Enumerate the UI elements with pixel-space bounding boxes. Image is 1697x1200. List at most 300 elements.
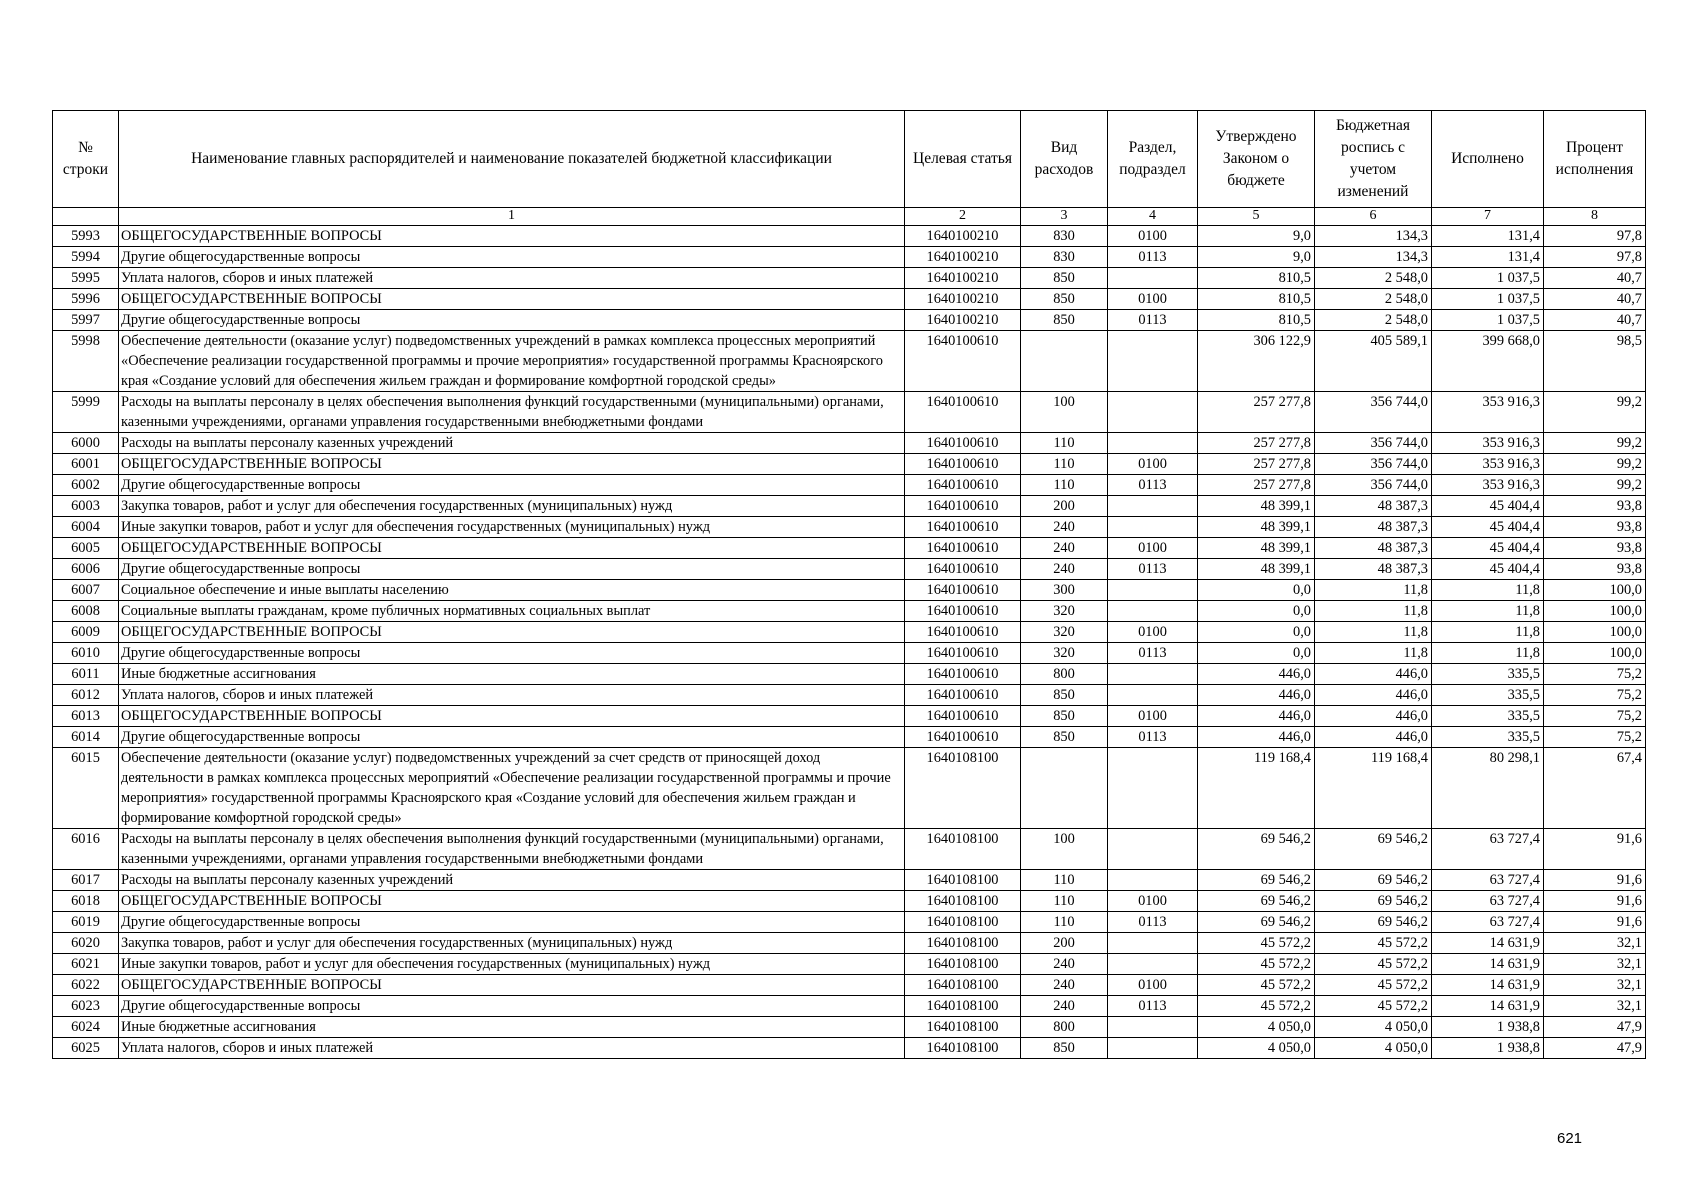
- row-percent: 100,0: [1544, 601, 1646, 622]
- row-section: 0113: [1108, 996, 1198, 1017]
- row-budget: 2 548,0: [1315, 310, 1432, 331]
- row-expense-type: 850: [1021, 1038, 1108, 1059]
- row-budget: 134,3: [1315, 226, 1432, 247]
- row-name: ОБЩЕГОСУДАРСТВЕННЫЕ ВОПРОСЫ: [119, 289, 905, 310]
- row-name: ОБЩЕГОСУДАРСТВЕННЫЕ ВОПРОСЫ: [119, 891, 905, 912]
- row-name: Иные закупки товаров, работ и услуг для обеспечения государственных (муниципальных) нужд: [119, 954, 905, 975]
- row-name: Расходы на выплаты персоналу в целях обеспечения выполнения функций государственными (муниципальными) органами, казенными учреждениями, органами управления государственными внебюджетными фондами: [119, 392, 905, 433]
- header-executed: Исполнено: [1432, 111, 1544, 208]
- row-percent: 93,8: [1544, 496, 1646, 517]
- row-budget: 69 546,2: [1315, 870, 1432, 891]
- row-target-article: 1640100610: [905, 496, 1021, 517]
- table-row: [53, 331, 1646, 392]
- row-number: 6000: [53, 433, 119, 454]
- row-budget: 356 744,0: [1315, 392, 1432, 433]
- column-number: 6: [1315, 208, 1432, 226]
- row-section: [1108, 331, 1198, 392]
- row-percent: 75,2: [1544, 664, 1646, 685]
- row-percent: 93,8: [1544, 538, 1646, 559]
- column-number: 3: [1021, 208, 1108, 226]
- row-approved: 45 572,2: [1198, 996, 1315, 1017]
- row-name: Обеспечение деятельности (оказание услуг) подведомственных учреждений за счет средств от приносящей доход деятельности в рамках комплекса процессных мероприятий «Обеспечение реализации государственной программы и прочие мероприятия» государственной программы Красноярского края «Создание условий для обеспечения жильем граждан и формирование комфортной городской среды»: [119, 748, 905, 829]
- row-approved: 48 399,1: [1198, 517, 1315, 538]
- row-name: Обеспечение деятельности (оказание услуг) подведомственных учреждений в рамках комплекса процессных мероприятий «Обеспечение реализации государственной программы и прочие мероприятия» государственной программы Красноярского края «Создание условий для обеспечения жильем граждан и формирование комфортной городской среды»: [119, 331, 905, 392]
- table-row: [53, 870, 1646, 891]
- row-section: 0113: [1108, 310, 1198, 331]
- row-target-article: 1640100210: [905, 310, 1021, 331]
- row-target-article: 1640100610: [905, 622, 1021, 643]
- row-approved: 48 399,1: [1198, 496, 1315, 517]
- column-number: 7: [1432, 208, 1544, 226]
- row-expense-type: 850: [1021, 706, 1108, 727]
- row-target-article: 1640100610: [905, 664, 1021, 685]
- row-number: 6002: [53, 475, 119, 496]
- table-row: [53, 891, 1646, 912]
- row-executed: 399 668,0: [1432, 331, 1544, 392]
- row-approved: 48 399,1: [1198, 538, 1315, 559]
- row-name: Иные бюджетные ассигнования: [119, 1017, 905, 1038]
- row-section: [1108, 748, 1198, 829]
- row-target-article: 1640108100: [905, 996, 1021, 1017]
- row-percent: 93,8: [1544, 517, 1646, 538]
- row-number: 6006: [53, 559, 119, 580]
- row-name: Другие общегосударственные вопросы: [119, 727, 905, 748]
- row-section: 0113: [1108, 643, 1198, 664]
- row-name: Иные бюджетные ассигнования: [119, 664, 905, 685]
- row-approved: 69 546,2: [1198, 912, 1315, 933]
- row-name: Другие общегосударственные вопросы: [119, 247, 905, 268]
- row-number: 6022: [53, 975, 119, 996]
- budget-table: [52, 110, 1646, 1059]
- row-number: 6016: [53, 829, 119, 870]
- row-target-article: 1640100210: [905, 289, 1021, 310]
- row-target-article: 1640100610: [905, 392, 1021, 433]
- row-section: [1108, 601, 1198, 622]
- row-number: 6019: [53, 912, 119, 933]
- row-expense-type: 830: [1021, 247, 1108, 268]
- row-section: [1108, 664, 1198, 685]
- row-approved: 810,5: [1198, 289, 1315, 310]
- row-name: Уплата налогов, сборов и иных платежей: [119, 1038, 905, 1059]
- row-number: 5998: [53, 331, 119, 392]
- row-expense-type: 850: [1021, 685, 1108, 706]
- row-budget: 405 589,1: [1315, 331, 1432, 392]
- row-percent: 91,6: [1544, 912, 1646, 933]
- row-number: 6020: [53, 933, 119, 954]
- column-number: [53, 208, 119, 226]
- row-target-article: 1640108100: [905, 891, 1021, 912]
- row-approved: 810,5: [1198, 268, 1315, 289]
- row-target-article: 1640100610: [905, 580, 1021, 601]
- table-row: [53, 310, 1646, 331]
- row-number: 6023: [53, 996, 119, 1017]
- table-row: [53, 454, 1646, 475]
- row-expense-type: 110: [1021, 870, 1108, 891]
- row-expense-type: 110: [1021, 433, 1108, 454]
- row-executed: 1 037,5: [1432, 310, 1544, 331]
- row-executed: 1 037,5: [1432, 289, 1544, 310]
- row-expense-type: 240: [1021, 517, 1108, 538]
- table-row: [53, 268, 1646, 289]
- row-target-article: 1640108100: [905, 870, 1021, 891]
- row-section: [1108, 268, 1198, 289]
- row-target-article: 1640108100: [905, 912, 1021, 933]
- row-executed: 11,8: [1432, 622, 1544, 643]
- row-target-article: 1640100610: [905, 559, 1021, 580]
- table-row: [53, 975, 1646, 996]
- row-section: 0113: [1108, 559, 1198, 580]
- row-expense-type: [1021, 748, 1108, 829]
- table-row: [53, 727, 1646, 748]
- row-approved: 446,0: [1198, 685, 1315, 706]
- row-percent: 99,2: [1544, 392, 1646, 433]
- table-row: [53, 538, 1646, 559]
- row-executed: 335,5: [1432, 685, 1544, 706]
- row-number: 6007: [53, 580, 119, 601]
- row-number: 6013: [53, 706, 119, 727]
- row-number: 6010: [53, 643, 119, 664]
- row-executed: 11,8: [1432, 580, 1544, 601]
- row-percent: 99,2: [1544, 433, 1646, 454]
- row-executed: 353 916,3: [1432, 433, 1544, 454]
- row-section: 0100: [1108, 226, 1198, 247]
- row-executed: 45 404,4: [1432, 496, 1544, 517]
- row-name: ОБЩЕГОСУДАРСТВЕННЫЕ ВОПРОСЫ: [119, 454, 905, 475]
- row-name: ОБЩЕГОСУДАРСТВЕННЫЕ ВОПРОСЫ: [119, 538, 905, 559]
- row-percent: 99,2: [1544, 475, 1646, 496]
- row-budget: 446,0: [1315, 685, 1432, 706]
- row-section: [1108, 829, 1198, 870]
- row-budget: 48 387,3: [1315, 496, 1432, 517]
- row-number: 6015: [53, 748, 119, 829]
- row-executed: 14 631,9: [1432, 996, 1544, 1017]
- row-number: 5999: [53, 392, 119, 433]
- row-approved: 446,0: [1198, 727, 1315, 748]
- row-name: Расходы на выплаты персоналу в целях обеспечения выполнения функций государственными (муниципальными) органами, казенными учреждениями, органами управления государственными внебюджетными фондами: [119, 829, 905, 870]
- row-executed: 63 727,4: [1432, 870, 1544, 891]
- row-number: 6001: [53, 454, 119, 475]
- row-expense-type: 800: [1021, 664, 1108, 685]
- row-percent: 91,6: [1544, 891, 1646, 912]
- row-approved: 257 277,8: [1198, 433, 1315, 454]
- row-number: 6005: [53, 538, 119, 559]
- row-executed: 14 631,9: [1432, 933, 1544, 954]
- row-target-article: 1640108100: [905, 954, 1021, 975]
- row-budget: 45 572,2: [1315, 996, 1432, 1017]
- row-percent: 100,0: [1544, 580, 1646, 601]
- row-expense-type: 240: [1021, 996, 1108, 1017]
- row-approved: 9,0: [1198, 247, 1315, 268]
- row-executed: 14 631,9: [1432, 975, 1544, 996]
- row-name: Другие общегосударственные вопросы: [119, 912, 905, 933]
- table-row: [53, 996, 1646, 1017]
- table-row: [53, 226, 1646, 247]
- row-approved: 0,0: [1198, 580, 1315, 601]
- row-budget: 2 548,0: [1315, 268, 1432, 289]
- row-budget: 2 548,0: [1315, 289, 1432, 310]
- row-percent: 32,1: [1544, 996, 1646, 1017]
- row-name: Другие общегосударственные вопросы: [119, 996, 905, 1017]
- row-number: 6008: [53, 601, 119, 622]
- row-expense-type: 800: [1021, 1017, 1108, 1038]
- table-row: [53, 517, 1646, 538]
- row-budget: 45 572,2: [1315, 975, 1432, 996]
- table-row: [53, 392, 1646, 433]
- row-number: 6012: [53, 685, 119, 706]
- row-section: 0113: [1108, 727, 1198, 748]
- row-approved: 446,0: [1198, 664, 1315, 685]
- row-section: [1108, 433, 1198, 454]
- row-executed: 63 727,4: [1432, 891, 1544, 912]
- row-budget: 69 546,2: [1315, 891, 1432, 912]
- row-expense-type: 110: [1021, 454, 1108, 475]
- row-budget: 11,8: [1315, 622, 1432, 643]
- row-percent: 75,2: [1544, 727, 1646, 748]
- row-approved: 45 572,2: [1198, 975, 1315, 996]
- row-target-article: 1640100610: [905, 331, 1021, 392]
- row-percent: 100,0: [1544, 622, 1646, 643]
- row-name: Расходы на выплаты персоналу казенных учреждений: [119, 433, 905, 454]
- row-executed: 353 916,3: [1432, 454, 1544, 475]
- row-expense-type: 100: [1021, 829, 1108, 870]
- row-percent: 32,1: [1544, 933, 1646, 954]
- row-percent: 100,0: [1544, 643, 1646, 664]
- table-body: [53, 226, 1646, 1059]
- row-budget: 69 546,2: [1315, 829, 1432, 870]
- row-number: 6009: [53, 622, 119, 643]
- row-target-article: 1640100210: [905, 226, 1021, 247]
- row-number: 5997: [53, 310, 119, 331]
- column-number: 1: [119, 208, 905, 226]
- row-approved: 0,0: [1198, 601, 1315, 622]
- header-row: [53, 111, 1646, 208]
- page-number: 621: [1557, 1130, 1583, 1147]
- table-row: [53, 580, 1646, 601]
- row-expense-type: 200: [1021, 496, 1108, 517]
- row-name: Другие общегосударственные вопросы: [119, 475, 905, 496]
- row-expense-type: 850: [1021, 268, 1108, 289]
- row-executed: 63 727,4: [1432, 829, 1544, 870]
- row-section: 0113: [1108, 475, 1198, 496]
- row-target-article: 1640100610: [905, 643, 1021, 664]
- row-budget: 446,0: [1315, 664, 1432, 685]
- row-target-article: 1640100610: [905, 727, 1021, 748]
- row-number: 6011: [53, 664, 119, 685]
- row-name: Социальные выплаты гражданам, кроме публичных нормативных социальных выплат: [119, 601, 905, 622]
- header-name: Наименование главных распорядителей и наименование показателей бюджетной классификации: [119, 111, 905, 208]
- row-percent: 40,7: [1544, 289, 1646, 310]
- row-budget: 356 744,0: [1315, 454, 1432, 475]
- column-number: 5: [1198, 208, 1315, 226]
- row-percent: 32,1: [1544, 975, 1646, 996]
- row-executed: 131,4: [1432, 247, 1544, 268]
- header-vid: Вид расходов: [1021, 111, 1108, 208]
- row-approved: 69 546,2: [1198, 870, 1315, 891]
- row-number: 5996: [53, 289, 119, 310]
- row-budget: 48 387,3: [1315, 538, 1432, 559]
- header-budget: Бюджетная роспись с учетом изменений: [1315, 111, 1432, 208]
- row-approved: 48 399,1: [1198, 559, 1315, 580]
- row-number: 6014: [53, 727, 119, 748]
- row-approved: 0,0: [1198, 643, 1315, 664]
- row-percent: 93,8: [1544, 559, 1646, 580]
- row-percent: 32,1: [1544, 954, 1646, 975]
- row-section: 0113: [1108, 247, 1198, 268]
- row-target-article: 1640100610: [905, 475, 1021, 496]
- row-expense-type: 850: [1021, 289, 1108, 310]
- row-name: Закупка товаров, работ и услуг для обеспечения государственных (муниципальных) нужд: [119, 496, 905, 517]
- row-section: [1108, 580, 1198, 601]
- row-name: ОБЩЕГОСУДАРСТВЕННЫЕ ВОПРОСЫ: [119, 226, 905, 247]
- column-numbers-row: [53, 208, 1646, 226]
- row-executed: 1 938,8: [1432, 1017, 1544, 1038]
- table-row: [53, 685, 1646, 706]
- row-executed: 131,4: [1432, 226, 1544, 247]
- row-approved: 810,5: [1198, 310, 1315, 331]
- table-row: [53, 247, 1646, 268]
- column-number: 2: [905, 208, 1021, 226]
- row-approved: 9,0: [1198, 226, 1315, 247]
- row-expense-type: 110: [1021, 912, 1108, 933]
- row-number: 6025: [53, 1038, 119, 1059]
- row-percent: 99,2: [1544, 454, 1646, 475]
- row-target-article: 1640108100: [905, 1038, 1021, 1059]
- row-expense-type: 320: [1021, 643, 1108, 664]
- row-expense-type: 830: [1021, 226, 1108, 247]
- row-approved: 0,0: [1198, 622, 1315, 643]
- row-executed: 45 404,4: [1432, 538, 1544, 559]
- row-approved: 69 546,2: [1198, 829, 1315, 870]
- row-target-article: 1640108100: [905, 829, 1021, 870]
- row-name: Социальное обеспечение и иные выплаты населению: [119, 580, 905, 601]
- row-name: Иные закупки товаров, работ и услуг для обеспечения государственных (муниципальных) нужд: [119, 517, 905, 538]
- row-section: [1108, 954, 1198, 975]
- row-section: [1108, 1017, 1198, 1038]
- row-budget: 356 744,0: [1315, 433, 1432, 454]
- row-name: Уплата налогов, сборов и иных платежей: [119, 685, 905, 706]
- row-number: 6021: [53, 954, 119, 975]
- row-number: 6018: [53, 891, 119, 912]
- row-budget: 45 572,2: [1315, 933, 1432, 954]
- row-approved: 257 277,8: [1198, 454, 1315, 475]
- row-name: ОБЩЕГОСУДАРСТВЕННЫЕ ВОПРОСЫ: [119, 622, 905, 643]
- row-target-article: 1640100610: [905, 706, 1021, 727]
- row-expense-type: [1021, 331, 1108, 392]
- table-row: [53, 496, 1646, 517]
- row-expense-type: 240: [1021, 975, 1108, 996]
- row-budget: 69 546,2: [1315, 912, 1432, 933]
- header-code: Целевая статья: [905, 111, 1021, 208]
- row-name: ОБЩЕГОСУДАРСТВЕННЫЕ ВОПРОСЫ: [119, 706, 905, 727]
- row-target-article: 1640100610: [905, 454, 1021, 475]
- row-budget: 446,0: [1315, 706, 1432, 727]
- row-executed: 45 404,4: [1432, 559, 1544, 580]
- row-budget: 134,3: [1315, 247, 1432, 268]
- row-budget: 4 050,0: [1315, 1038, 1432, 1059]
- row-percent: 40,7: [1544, 268, 1646, 289]
- column-number: 4: [1108, 208, 1198, 226]
- row-budget: 4 050,0: [1315, 1017, 1432, 1038]
- row-target-article: 1640108100: [905, 1017, 1021, 1038]
- row-budget: 48 387,3: [1315, 517, 1432, 538]
- row-number: 6004: [53, 517, 119, 538]
- row-target-article: 1640108100: [905, 975, 1021, 996]
- row-executed: 14 631,9: [1432, 954, 1544, 975]
- row-section: 0100: [1108, 538, 1198, 559]
- row-target-article: 1640100610: [905, 433, 1021, 454]
- row-budget: 11,8: [1315, 643, 1432, 664]
- row-approved: 69 546,2: [1198, 891, 1315, 912]
- table-row: [53, 601, 1646, 622]
- row-number: 5993: [53, 226, 119, 247]
- row-approved: 446,0: [1198, 706, 1315, 727]
- row-executed: 1 037,5: [1432, 268, 1544, 289]
- row-section: [1108, 1038, 1198, 1059]
- row-percent: 75,2: [1544, 706, 1646, 727]
- table-row: [53, 829, 1646, 870]
- row-name: Другие общегосударственные вопросы: [119, 643, 905, 664]
- row-executed: 63 727,4: [1432, 912, 1544, 933]
- header-approved: Утверждено Законом о бюджете: [1198, 111, 1315, 208]
- row-number: 6003: [53, 496, 119, 517]
- table-row: [53, 475, 1646, 496]
- row-executed: 353 916,3: [1432, 475, 1544, 496]
- row-approved: 119 168,4: [1198, 748, 1315, 829]
- table-row: [53, 559, 1646, 580]
- row-percent: 97,8: [1544, 247, 1646, 268]
- row-section: [1108, 933, 1198, 954]
- row-section: 0100: [1108, 706, 1198, 727]
- row-expense-type: 320: [1021, 601, 1108, 622]
- row-approved: 45 572,2: [1198, 933, 1315, 954]
- row-section: 0113: [1108, 912, 1198, 933]
- table-row: [53, 664, 1646, 685]
- row-expense-type: 850: [1021, 727, 1108, 748]
- row-number: 5994: [53, 247, 119, 268]
- row-expense-type: 320: [1021, 622, 1108, 643]
- row-target-article: 1640100610: [905, 685, 1021, 706]
- row-section: [1108, 392, 1198, 433]
- row-executed: 1 938,8: [1432, 1038, 1544, 1059]
- row-expense-type: 300: [1021, 580, 1108, 601]
- row-approved: 4 050,0: [1198, 1038, 1315, 1059]
- row-approved: 306 122,9: [1198, 331, 1315, 392]
- row-section: [1108, 496, 1198, 517]
- row-section: 0100: [1108, 289, 1198, 310]
- row-budget: 11,8: [1315, 580, 1432, 601]
- row-percent: 67,4: [1544, 748, 1646, 829]
- table-row: [53, 643, 1646, 664]
- row-section: 0100: [1108, 622, 1198, 643]
- table-row: [53, 1038, 1646, 1059]
- table-row: [53, 622, 1646, 643]
- row-name: ОБЩЕГОСУДАРСТВЕННЫЕ ВОПРОСЫ: [119, 975, 905, 996]
- row-expense-type: 100: [1021, 392, 1108, 433]
- row-expense-type: 240: [1021, 559, 1108, 580]
- row-expense-type: 110: [1021, 891, 1108, 912]
- row-approved: 257 277,8: [1198, 475, 1315, 496]
- header-razdel: Раздел, подраздел: [1108, 111, 1198, 208]
- row-number: 6024: [53, 1017, 119, 1038]
- row-section: 0100: [1108, 454, 1198, 475]
- row-target-article: 1640100610: [905, 538, 1021, 559]
- row-expense-type: 240: [1021, 954, 1108, 975]
- row-percent: 97,8: [1544, 226, 1646, 247]
- row-approved: 45 572,2: [1198, 954, 1315, 975]
- row-budget: 11,8: [1315, 601, 1432, 622]
- row-approved: 257 277,8: [1198, 392, 1315, 433]
- row-expense-type: 240: [1021, 538, 1108, 559]
